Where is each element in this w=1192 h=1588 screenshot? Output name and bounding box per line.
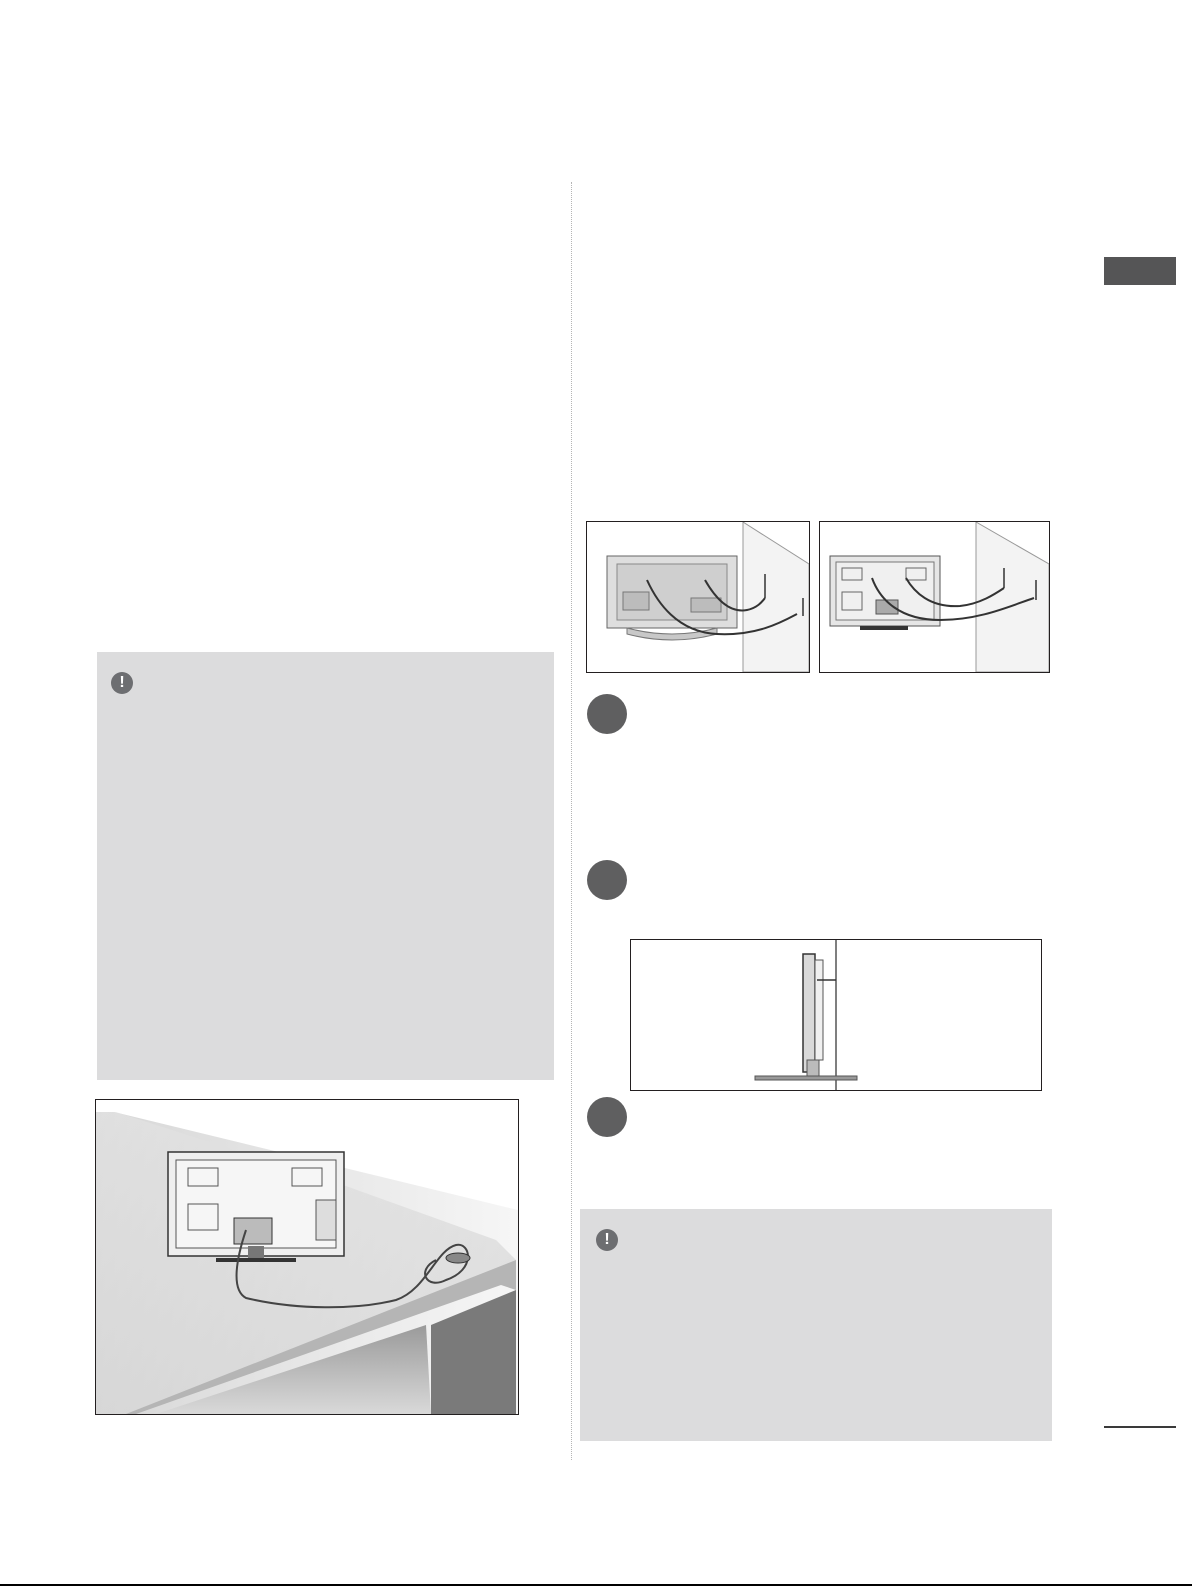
step-3-circle — [587, 1097, 627, 1137]
step-1-circle — [587, 694, 627, 734]
chapter-tab — [1104, 257, 1176, 285]
page-bottom-edge — [0, 1584, 1192, 1586]
tv-on-table-figure — [95, 1099, 519, 1415]
side-view-figure — [630, 939, 1042, 1091]
exclamation-icon: ! — [111, 672, 133, 694]
cable-figure-2 — [819, 521, 1050, 673]
page-number-rule — [1104, 1426, 1176, 1428]
tv-side-view-against-wall-illustration — [631, 940, 1041, 1090]
right-note-box — [580, 1209, 1052, 1441]
tv-on-table-illustration — [96, 1100, 518, 1414]
column-divider — [571, 182, 572, 1460]
tv-back-cable-to-wall-illustration-2 — [820, 522, 1049, 672]
step-2-circle — [587, 860, 627, 900]
cable-figure-1 — [586, 521, 810, 673]
exclamation-icon: ! — [596, 1229, 618, 1251]
left-note-box — [97, 652, 554, 1080]
tv-back-cable-to-wall-illustration-1 — [587, 522, 809, 672]
